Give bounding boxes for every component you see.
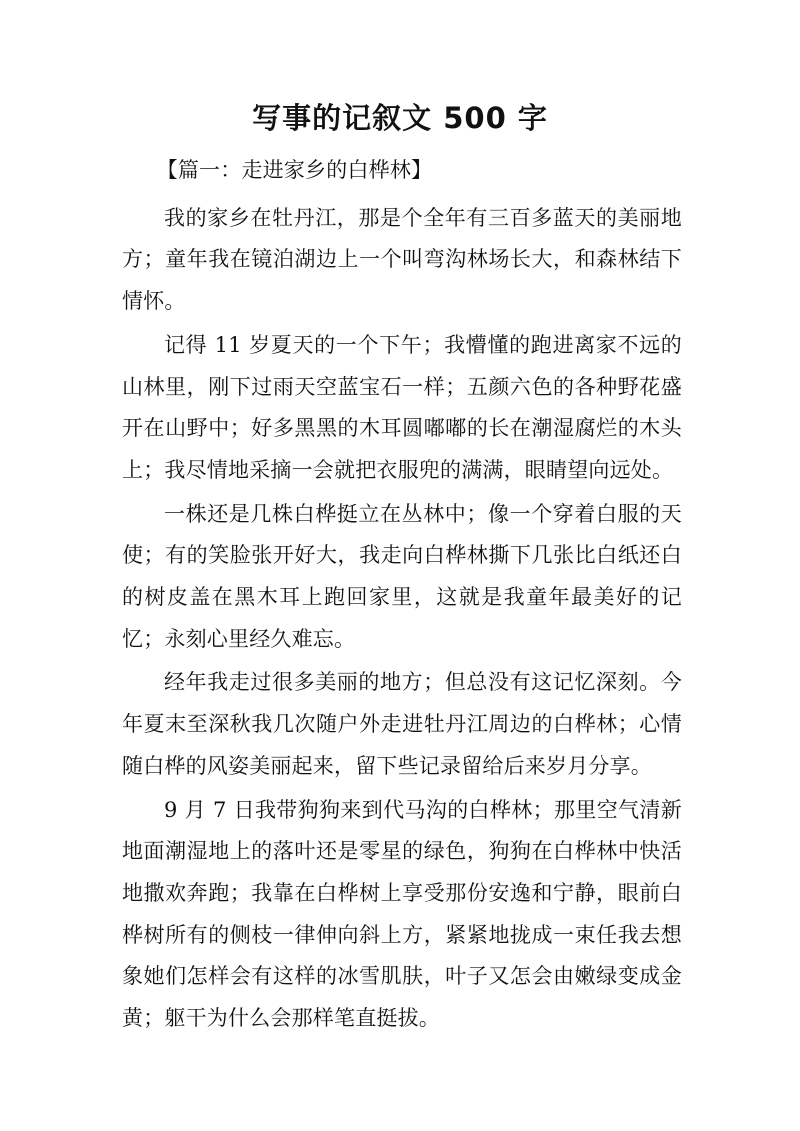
paragraph-5: 9 月 7 日我带狗狗来到代马沟的白桦林；那里空气清新地面潮湿地上的落叶还是零星的绿色，狗狗在白桦林中快活地撒欢奔跑；我靠在白桦树上享受那份安逸和宁静，眼前白桦树所有的侧枝一律伸向斜上方，紧紧地拢成一束任我去想象她们怎样会有这样的冰雪肌肤，叶子又怎会由嫩绿变成金黄；躯干为什么会那样笔直挺拔。 bbox=[122, 797, 682, 1031]
document-body bbox=[122, 150, 682, 1040]
paragraph-2: 记得 11 岁夏天的一个下午；我懵懂的跑进离家不远的山林里，刚下过雨天空蓝宝石一样；五颜六色的各种野花盛开在山野中；好多黑黑的木耳圆嘟嘟的长在潮湿腐烂的木头上；我尽情地采摘一会就把衣服兜的满满，眼睛望向远处。 bbox=[122, 332, 682, 482]
paragraph-3: 一株还是几株白桦挺立在丛林中；像一个穿着白服的天使；有的笑脸张开好大，我走向白桦林撕下几张比白纸还白的树皮盖在黑木耳上跑回家里，这就是我童年最美好的记忆；永刻心里经久难忘。 bbox=[122, 501, 682, 651]
paragraph-4: 经年我走过很多美丽的地方；但总没有这记忆深刻。今年夏末至深秋我几次随户外走进牡丹江周边的白桦林；心情随白桦的风姿美丽起来，留下些记录留给后来岁月分享。 bbox=[122, 670, 682, 778]
section-heading: 【篇一：走进家乡的白桦林】 bbox=[156, 158, 433, 182]
paragraph-1: 我的家乡在牡丹江，那是个全年有三百多蓝天的美丽地方；童年我在镜泊湖边上一个叫弯沟林场长大，和森林结下情怀。 bbox=[122, 205, 682, 314]
document-title: 写事的记叙文 500 字 bbox=[252, 101, 548, 135]
